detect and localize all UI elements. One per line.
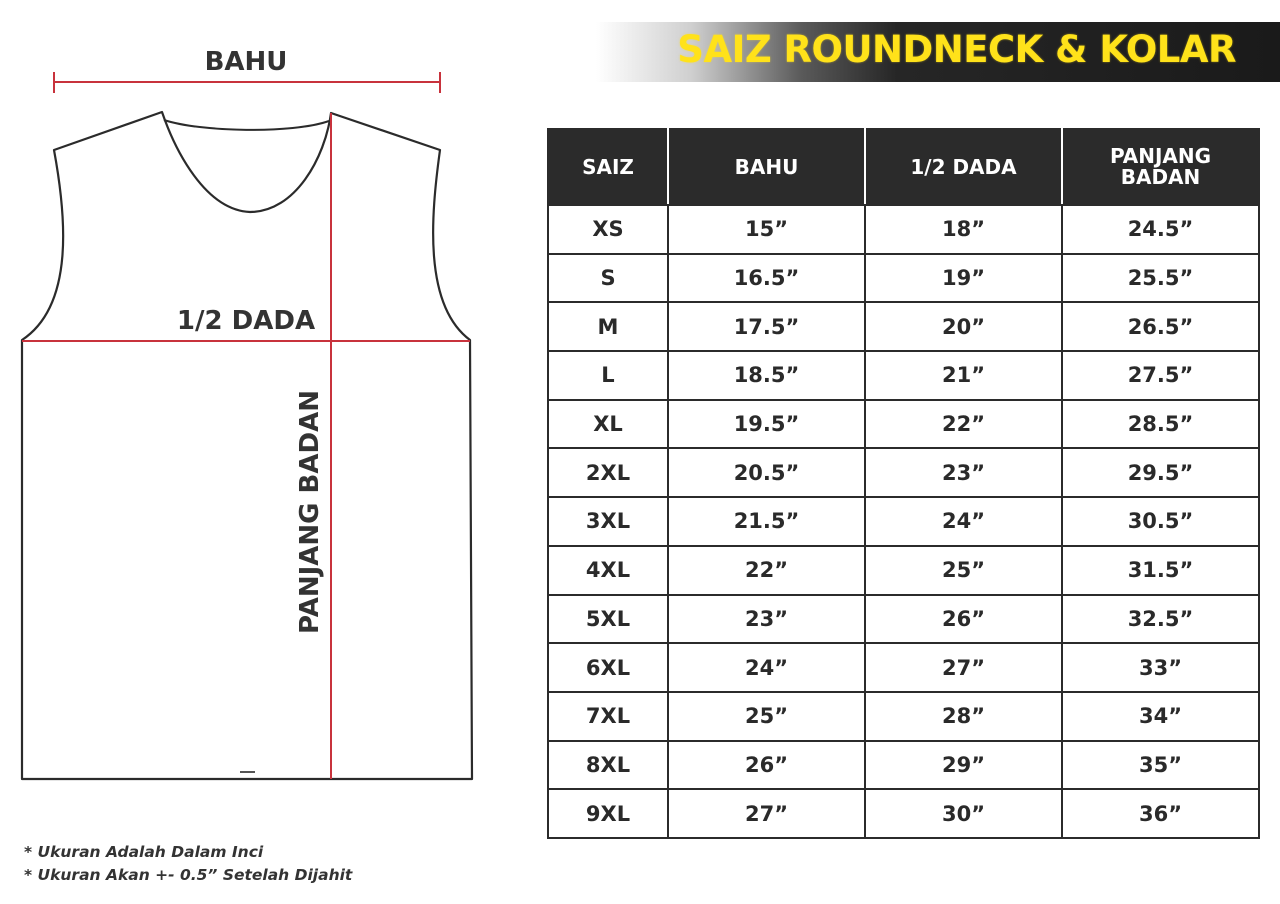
cell-bahu: 27” [668, 789, 865, 838]
cell-saiz: 4XL [548, 546, 668, 595]
cell-bahu: 15” [668, 205, 865, 254]
shirt-outline [22, 112, 472, 779]
cell-saiz: XS [548, 205, 668, 254]
cell-saiz: 3XL [548, 497, 668, 546]
table-row [548, 254, 1259, 303]
cell-saiz: 8XL [548, 741, 668, 790]
header-panjang-badan [1062, 129, 1259, 205]
bahu-label: BAHU [204, 47, 288, 77]
page-title: SAIZ ROUNDNECK & KOLAR [677, 28, 1236, 71]
header-bahu: BAHU [668, 129, 865, 205]
cell-panjang: 30.5” [1062, 497, 1259, 546]
cell-bahu: 18.5” [668, 351, 865, 400]
cell-panjang: 27.5” [1062, 351, 1259, 400]
cell-panjang: 33” [1062, 643, 1259, 692]
header-panjang-line2: BADAN [1120, 165, 1201, 189]
cell-panjang: 34” [1062, 692, 1259, 741]
cell-dada: 21” [865, 351, 1062, 400]
cell-panjang: 36” [1062, 789, 1259, 838]
notes [24, 841, 352, 887]
cell-bahu: 24” [668, 643, 865, 692]
cell-saiz: M [548, 302, 668, 351]
cell-saiz: 2XL [548, 448, 668, 497]
panjang-label: PANJANG BADAN [295, 390, 325, 634]
cell-saiz: 6XL [548, 643, 668, 692]
cell-dada: 23” [865, 448, 1062, 497]
cell-dada: 20” [865, 302, 1062, 351]
table-row [548, 546, 1259, 595]
cell-bahu: 19.5” [668, 400, 865, 449]
cell-bahu: 22” [668, 546, 865, 595]
cell-saiz: 9XL [548, 789, 668, 838]
table-row [548, 205, 1259, 254]
table-row [548, 302, 1259, 351]
title-banner [596, 22, 1280, 82]
cell-panjang: 24.5” [1062, 205, 1259, 254]
table-row [548, 448, 1259, 497]
shirt-diagram [0, 0, 500, 820]
cell-dada: 22” [865, 400, 1062, 449]
cell-bahu: 23” [668, 595, 865, 644]
cell-dada: 26” [865, 595, 1062, 644]
table-row [548, 692, 1259, 741]
cell-dada: 27” [865, 643, 1062, 692]
table-row [548, 497, 1259, 546]
cell-bahu: 20.5” [668, 448, 865, 497]
cell-panjang: 32.5” [1062, 595, 1259, 644]
cell-saiz: S [548, 254, 668, 303]
cell-saiz: XL [548, 400, 668, 449]
neckline-inner [164, 120, 329, 130]
cell-panjang: 35” [1062, 741, 1259, 790]
cell-panjang: 29.5” [1062, 448, 1259, 497]
table-row [548, 400, 1259, 449]
note-tolerance: * Ukuran Akan +- 0.5” Setelah Dijahit [24, 866, 353, 884]
cell-bahu: 21.5” [668, 497, 865, 546]
table-row [548, 595, 1259, 644]
cell-panjang: 28.5” [1062, 400, 1259, 449]
cell-dada: 28” [865, 692, 1062, 741]
table-row [548, 351, 1259, 400]
cell-bahu: 16.5” [668, 254, 865, 303]
cell-saiz: L [548, 351, 668, 400]
size-table [547, 128, 1260, 839]
cell-panjang: 26.5” [1062, 302, 1259, 351]
header-saiz: SAIZ [548, 129, 668, 205]
cell-saiz: 5XL [548, 595, 668, 644]
table-row [548, 643, 1259, 692]
cell-dada: 18” [865, 205, 1062, 254]
note-inches: * Ukuran Adalah Dalam Inci [24, 843, 264, 861]
table-header-row [548, 129, 1259, 205]
cell-dada: 30” [865, 789, 1062, 838]
cell-dada: 25” [865, 546, 1062, 595]
header-dada: 1/2 DADA [865, 129, 1062, 205]
table-row [548, 789, 1259, 838]
header-panjang-line1: PANJANG [1109, 144, 1212, 168]
cell-dada: 29” [865, 741, 1062, 790]
cell-dada: 19” [865, 254, 1062, 303]
cell-dada: 24” [865, 497, 1062, 546]
table-row [548, 741, 1259, 790]
cell-bahu: 26” [668, 741, 865, 790]
cell-bahu: 25” [668, 692, 865, 741]
cell-panjang: 25.5” [1062, 254, 1259, 303]
cell-saiz: 7XL [548, 692, 668, 741]
cell-panjang: 31.5” [1062, 546, 1259, 595]
cell-bahu: 17.5” [668, 302, 865, 351]
dada-label: 1/2 DADA [176, 306, 316, 336]
